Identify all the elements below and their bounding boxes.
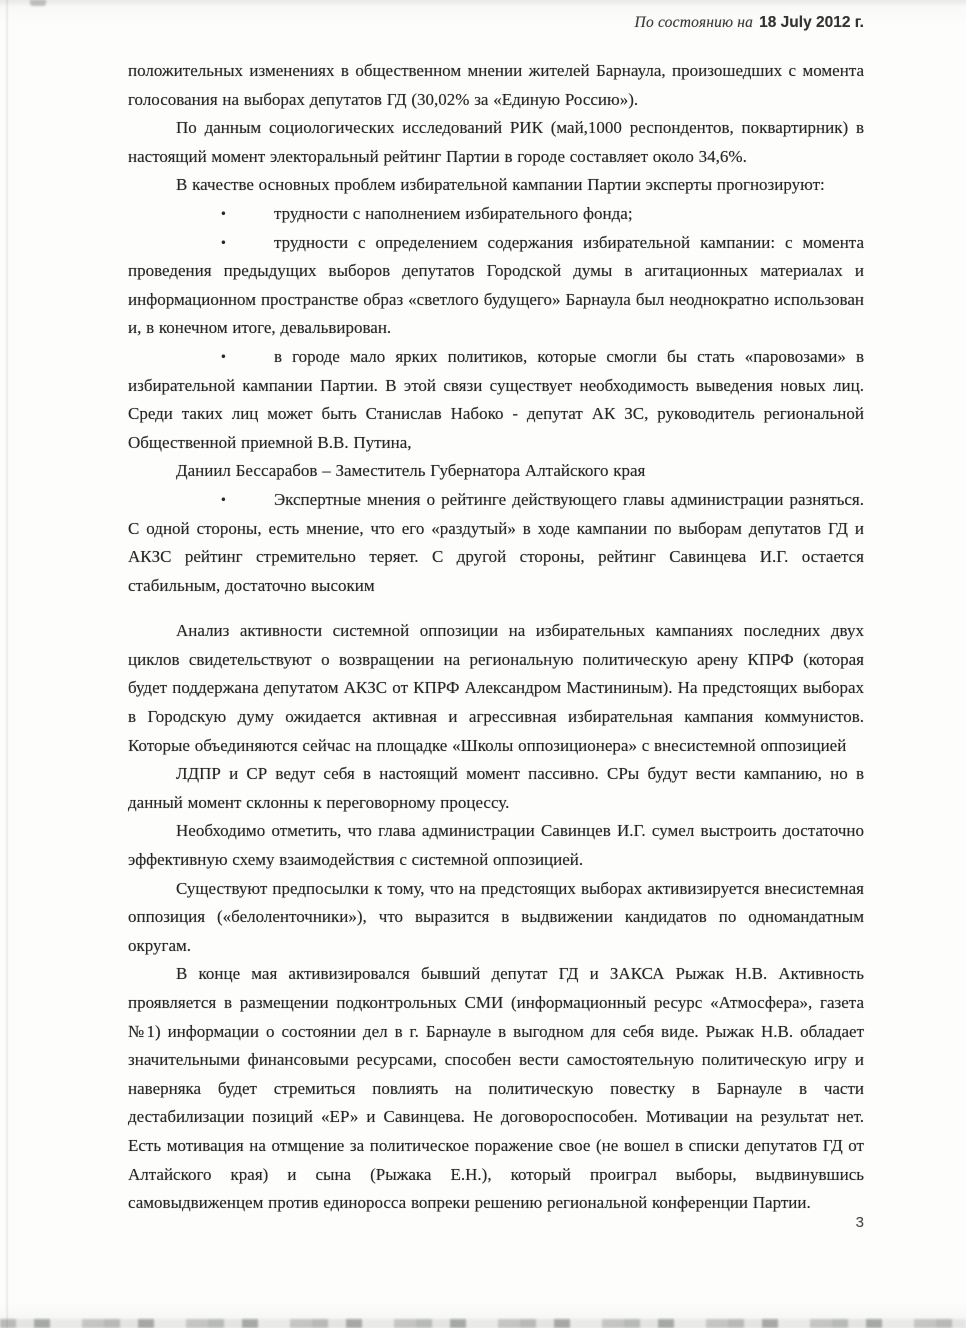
as-of-date-header — [128, 14, 864, 32]
paragraph-bessarabov: Даниил Бессарабов – Заместитель Губернатора Алтайского края — [176, 461, 646, 481]
paragraph-continuation: положительных изменениях в общественном мнении жителей Барнаула, произошедших с момента голосования на выборах депутатов ГД (30,02% за «Единую Россию»). — [128, 61, 864, 109]
scan-top-shadow-artifact — [0, 0, 966, 7]
paragraph-nonsystemic-opposition: Существуют предпосылки к тому, что на предстоящих выборах активизируется внесистемная оппозиция («белоленточники»), что выразится в выдвижении кандидатов по одномандатным округам. — [128, 878, 864, 955]
bullet-text: трудности с определением содержания избирательной кампании: с момента проведения предыдущих выборов депутатов Городской думы в агитационных материалах и информационном пространстве образ «светлого будущего» Барнаула был неоднократно использован и, в конечном итоге, девальвирован. — [128, 232, 864, 338]
paragraph-rik-rating: По данным социологических исследований РИК (май,1000 респондентов, поквартирник) в настоящий момент электоральный рейтинг Партии в городе составляет около 34,6%. — [128, 118, 864, 166]
paragraph-ryzhak: В конце мая активизировался бывший депутат ГД и ЗАКСА Рыжак Н.В. Активность проявляется в размещении подконтрольных СМИ (информационный ресурс «Атмосфера», газета №1) информации о состоянии дел в г. Барнауле в выгодном для себя виде. Рыжак Н.В. обладает значительными финансовыми ресурсами, способен вести самостоятельную политическую игру и наверняка будет стремиться повлиять на политическую повестку в Барнауле в части дестабилизации позиций «ЕР» и Савинцева. Не договороспособен. Мотивации на результат нет. Есть мотивация на отмщение за политическое поражение свое (не вошел в списки депутатов ГД от Алтайского края) и сына (Рыжака Е.Н.), который проиграл выборы, выдвинувшись самовыдвиженцем против единоросса вопреки решению региональной конференции Партии. — [128, 964, 864, 1213]
scan-corner-mark-artifact — [30, 0, 46, 6]
as-of-date-value: 18 July 2012 г. — [759, 14, 864, 31]
bullet-text: Экспертные мнения о рейтинге действующего главы администрации разняться. С одной стороны, есть мнение, что его «раздутый» в ходе кампании по выборам депутатов ГД и АКЗС рейтинг стремительно теряет. С другой стороны, рейтинг Савинцева И.Г. остается стабильным, достаточно высоким — [128, 489, 864, 595]
bullet-icon: • — [220, 234, 226, 251]
scan-left-edge-artifact — [6, 0, 8, 1328]
bullet-icon: • — [220, 205, 226, 222]
scan-bottom-edge-artifact — [0, 1319, 966, 1328]
paragraph-savintsev-scheme: Необходимо отметить, что глава администрации Савинцев И.Г. сумел выстроить достаточно эффективную схему взаимодействия с системной оппозицией. — [128, 821, 864, 870]
as-of-label: По состоянию на — [634, 14, 754, 31]
paragraph-ldpr-sr: ЛДПР и СР ведут себя в настоящий момент пассивно. СРы будут вести кампанию, но в данный момент склонны к переговорному процессу. — [128, 764, 864, 812]
paragraph-opposition-analysis: Анализ активности системной оппозиции на избирательных кампаниях последних двух циклов свидетельствуют о возвращении на региональную политическую арену КПРФ (которая будет поддержана депутатом АКЗС от КПРФ Александром Мастининым). На предстоящих выборах в Городскую думу ожидается активная и агрессивная избирательная кампания коммунистов. Которые объединяются сейчас на площадке «Школы оппозиционера» с внесистемной оппозицией — [128, 621, 864, 755]
page-number: 3 — [855, 1214, 864, 1231]
bullet-item-fund — [128, 200, 864, 229]
bullet-item-campaign-content — [128, 229, 864, 343]
bullet-text: трудности с наполнением избирательного фонда; — [273, 203, 633, 223]
bullet-icon: • — [220, 348, 226, 365]
document-body — [128, 57, 864, 1218]
bullet-item-expert-opinions — [128, 486, 864, 600]
bullet-item-few-politicians — [128, 343, 864, 457]
paragraph-problems-intro: В качестве основных проблем избирательной кампании Партии эксперты прогнозируют: — [176, 175, 825, 195]
bullet-text: в городе мало ярких политиков, которые смогли бы стать «паровозами» в избирательной кампании Партии. В этой связи существует необходимость выведения новых лиц. Среди таких лиц может быть Станислав Набоко - депутат АК ЗС, руководитель региональной Общественной приемной В.В. Путина, — [128, 346, 864, 452]
bullet-icon: • — [220, 491, 226, 508]
